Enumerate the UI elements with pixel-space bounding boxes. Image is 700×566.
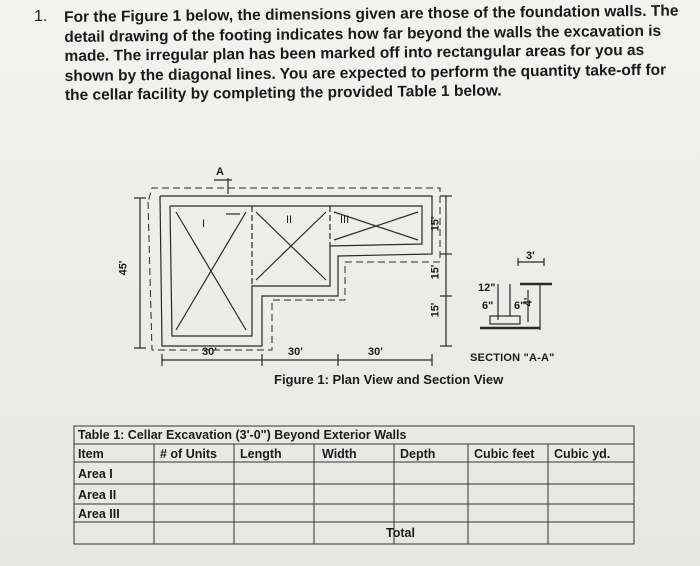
area-label-2: II	[286, 214, 293, 226]
dim-bottom-1: 30'	[202, 346, 217, 358]
area-label-3: III	[340, 214, 350, 226]
dim-left-height: 45'	[117, 260, 130, 276]
dim-bottom-2: 30'	[288, 346, 303, 358]
question-number: 1.	[34, 8, 48, 25]
table-header-cell: Item	[78, 447, 104, 461]
dim-right-3: 15'	[429, 302, 442, 318]
question-line: shown by the diagonal lines. You are expected to perform the quantity take-off for	[64, 61, 667, 85]
table-header-cell: Length	[240, 447, 282, 461]
dim-section-6a: 6"	[482, 300, 494, 312]
question-line: made. The irregular plan has been marked off into rectangular areas for you as	[64, 42, 645, 66]
table-row-label: Area I	[78, 467, 113, 481]
question-line: For the Figure 1 below, the dimensions given are those of the foundation walls. The	[64, 2, 679, 26]
dim-section-4: 4'	[522, 297, 535, 307]
table-grid	[74, 426, 634, 544]
figure-caption: Figure 1: Plan View and Section View	[274, 372, 504, 387]
excavation-outline	[148, 188, 440, 350]
table-header-cell: # of Units	[160, 447, 217, 461]
question-line: the cellar facility by completing the provided Table 1 below.	[64, 82, 502, 105]
area-label-1: I	[202, 218, 206, 230]
section-marker: A	[216, 166, 224, 178]
dim-section-6b: 6"	[514, 300, 526, 312]
table-header-cell: Depth	[400, 447, 436, 461]
dim-section-top: 3'	[526, 250, 535, 262]
section-detail	[480, 258, 552, 330]
table-title: Table 1: Cellar Excavation (3'-0") Beyond Exterior Walls	[78, 428, 407, 442]
table-row-label: Area II	[78, 488, 117, 502]
question-line: detail drawing of the footing indicates how far beyond the walls the excavation is	[64, 22, 662, 46]
table-total-label: Total	[386, 526, 415, 540]
section-label: SECTION "A-A"	[470, 352, 555, 364]
table-header-cell: Width	[322, 447, 357, 461]
inner-wall	[170, 206, 422, 336]
table-header-cell: Cubic yd.	[554, 447, 611, 461]
outer-wall	[160, 196, 432, 346]
table-header-cell: Cubic feet	[474, 447, 535, 461]
dim-right-2: 15'	[429, 264, 442, 280]
dim-right-1: 15'	[429, 216, 442, 232]
table-row-label: Area III	[78, 507, 120, 521]
dim-section-12: 12"	[478, 282, 496, 294]
dim-bottom-3: 30'	[368, 346, 383, 358]
